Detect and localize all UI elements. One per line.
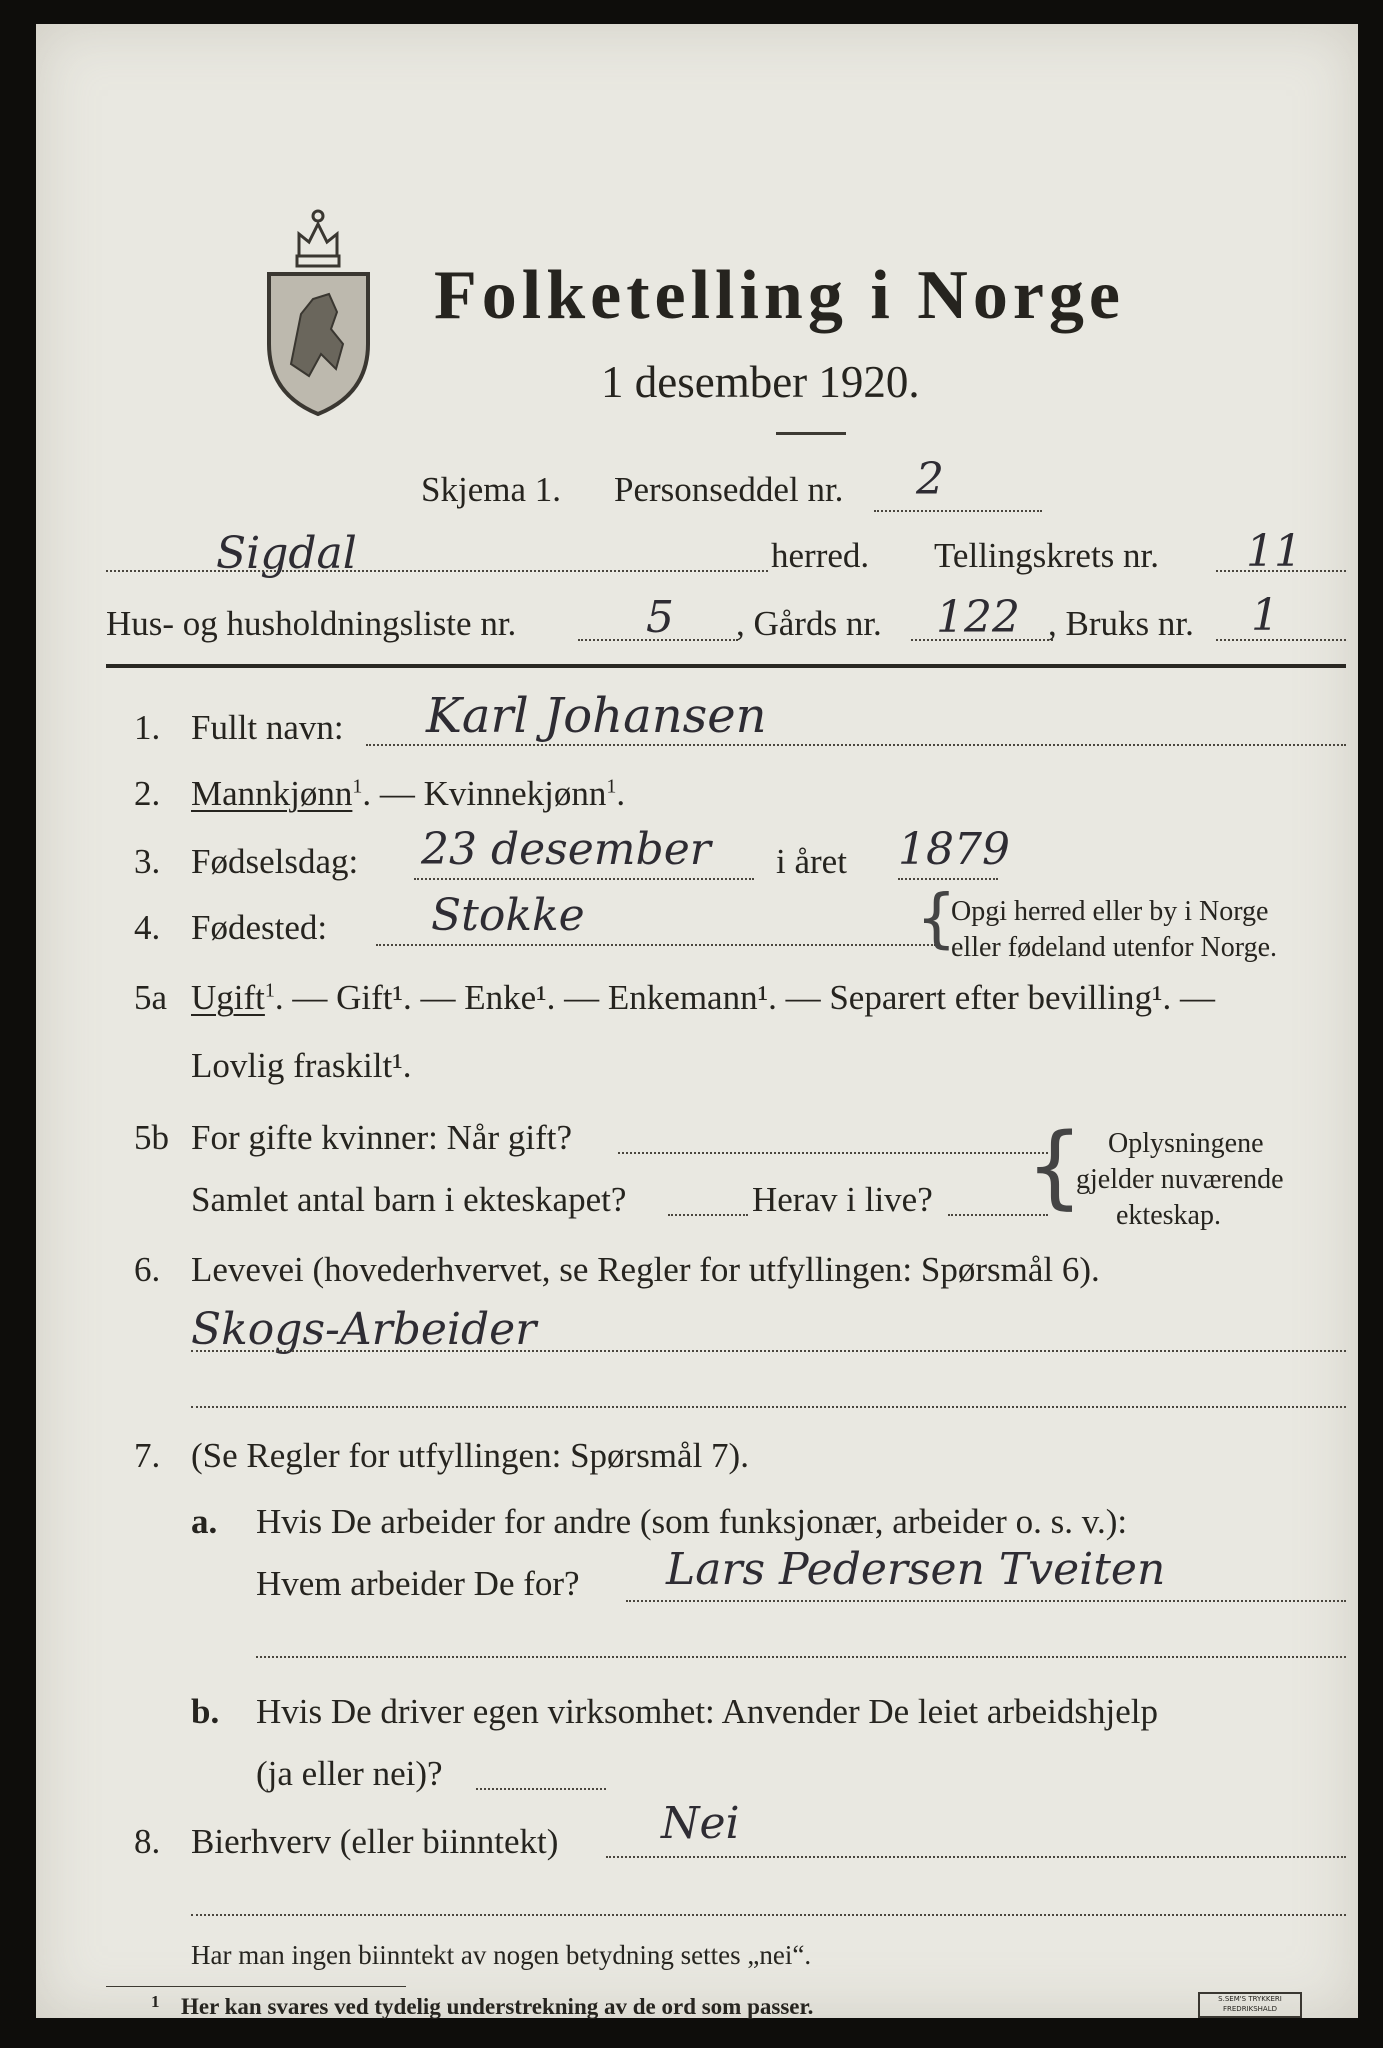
- q4-number: 4.: [134, 908, 161, 947]
- brace: {: [916, 882, 957, 956]
- q4-note-2: eller fødeland utenfor Norge.: [951, 932, 1278, 963]
- gards-label: , Gårds nr.: [736, 604, 882, 643]
- q3-label: Fødselsdag:: [191, 842, 359, 881]
- herred-value[interactable]: Sigdal: [216, 528, 357, 579]
- q5b-alive-label: Herav i live?: [752, 1180, 933, 1219]
- printer-stamp-line2: FREDRIKSHALD: [1222, 2005, 1277, 2013]
- q2-number: 2.: [134, 774, 161, 813]
- q5b-note-2: gjelder nuværende: [1076, 1164, 1284, 1195]
- form-title: Folketelling i Norge: [434, 257, 1126, 334]
- year-label: i året: [776, 842, 847, 881]
- occupation-line: [191, 1350, 1346, 1352]
- q1-label: Fullt navn:: [191, 708, 344, 747]
- marital-other-options[interactable]: . — Gift¹. — Enke¹. — Enkemann¹. — Separert efter bevilling¹. —: [274, 978, 1215, 1017]
- birthday-line: [414, 878, 754, 880]
- tellingskrets-label: Tellingskrets nr.: [934, 536, 1160, 575]
- employer-line: [626, 1600, 1346, 1602]
- gender-options: [191, 774, 625, 814]
- children-line: [668, 1214, 748, 1216]
- bruks-label: , Bruks nr.: [1048, 604, 1194, 643]
- side-income-line: [606, 1856, 1346, 1858]
- husliste-value[interactable]: 5: [646, 592, 674, 643]
- when-married-line: [618, 1152, 1048, 1154]
- census-form: [36, 24, 1358, 2018]
- q5b-number: 5b: [134, 1118, 169, 1157]
- occupation-line-2: [191, 1406, 1346, 1408]
- form-date: 1 desember 1920.: [601, 357, 920, 407]
- footnote-ref: 1: [606, 775, 617, 798]
- gards-value[interactable]: 122: [936, 592, 1020, 643]
- q4-note-1: Opgi herred eller by i Norge: [951, 896, 1269, 927]
- marital-options: [191, 978, 1215, 1018]
- birthplace-line: [376, 944, 936, 946]
- q5a-number: 5a: [134, 978, 168, 1017]
- q7-label: (Se Regler for utfyllingen: Spørsmål 7).: [191, 1436, 749, 1475]
- printer-stamp: [1198, 1992, 1302, 2018]
- personseddel-line: [874, 510, 1042, 512]
- side-income-value[interactable]: Nei: [661, 1798, 740, 1849]
- q7a-letter: a.: [191, 1502, 218, 1541]
- q5b-note-1: Oplysningene: [1108, 1128, 1264, 1159]
- birthplace-value[interactable]: Stokke: [431, 890, 585, 941]
- q5b-children-label: Samlet antal barn i ekteskapet?: [191, 1180, 627, 1219]
- full-name-value[interactable]: Karl Johansen: [426, 688, 767, 744]
- option-ugift[interactable]: Ugift: [191, 978, 265, 1017]
- year-line: [898, 878, 998, 880]
- occupation-value[interactable]: Skogs-Arbeider: [191, 1304, 537, 1355]
- q7b-line2: (ja eller nei)?: [256, 1754, 443, 1793]
- employer-line-2: [256, 1656, 1346, 1658]
- gender-separator: . —: [362, 774, 424, 813]
- personseddel-label: Personseddel nr.: [614, 470, 844, 509]
- q7-number: 7.: [134, 1436, 161, 1475]
- birthday-value[interactable]: 23 desember: [421, 824, 711, 875]
- q3-number: 3.: [134, 842, 161, 881]
- coat-of-arms-emblem: [261, 194, 376, 419]
- bruks-line: [1216, 639, 1346, 641]
- q5b-line1: For gifte kvinner: Når gift?: [191, 1118, 573, 1157]
- skjema-label: Skjema 1.: [421, 470, 561, 509]
- q7a-line2: Hvem arbeider De for?: [256, 1564, 580, 1603]
- q7b-line1: Hvis De driver egen virksomhet: Anvender De leiet arbeidshjelp: [256, 1692, 1158, 1731]
- q1-line: [366, 744, 1346, 746]
- q6-label: Levevei (hovederhvervet, se Regler for utfyllingen: Spørsmål 6).: [191, 1250, 1100, 1289]
- gender-end: .: [616, 774, 626, 813]
- footnote-ref: 1: [264, 979, 275, 1002]
- footnote-text: Her kan svares ved tydelig understrekning av de ord som passer.: [181, 1994, 814, 2019]
- q8-label: Bierhverv (eller biinntekt): [191, 1822, 559, 1861]
- birth-year-value[interactable]: 1879: [898, 824, 1010, 875]
- printer-stamp-line1: S.SEM'S TRYKKERI: [1218, 1995, 1282, 2003]
- header-separator: [106, 664, 1346, 668]
- side-income-line-2: [191, 1914, 1346, 1916]
- husliste-label: Hus- og husholdningsliste nr.: [106, 604, 517, 643]
- footnote-ref: 1: [352, 775, 363, 798]
- title-divider: [776, 432, 846, 435]
- q6-number: 6.: [134, 1250, 161, 1289]
- option-mannkjonn[interactable]: Mannkjønn: [191, 774, 353, 813]
- employer-value[interactable]: Lars Pedersen Tveiten: [666, 1544, 1166, 1595]
- footnote-mark: 1: [151, 1992, 160, 2011]
- hired-help-line: [476, 1788, 606, 1790]
- herred-line: [106, 570, 768, 572]
- q7b-letter: b.: [191, 1692, 220, 1731]
- q8-number: 8.: [134, 1822, 161, 1861]
- footnote-divider: [106, 1986, 406, 1987]
- q5b-note-3: ekteskap.: [1116, 1200, 1221, 1231]
- bruks-value[interactable]: 1: [1251, 590, 1279, 641]
- q1-number: 1.: [134, 708, 161, 747]
- q4-label: Fødested:: [191, 908, 328, 947]
- option-lovlig-fraskilt[interactable]: Lovlig fraskilt¹.: [191, 1046, 412, 1085]
- q7a-line1: Hvis De arbeider for andre (som funksjonær, arbeider o. s. v.):: [256, 1502, 1128, 1541]
- tellingskrets-value[interactable]: 11: [1246, 526, 1302, 577]
- option-kvinnekjonn[interactable]: Kvinnekjønn: [423, 774, 607, 813]
- brace: {: [1026, 1114, 1084, 1219]
- herred-label: herred.: [771, 536, 870, 575]
- personseddel-value[interactable]: 2: [916, 454, 944, 505]
- footer-note: Har man ingen biinntekt av nogen betydning settes „nei“.: [191, 1940, 812, 1970]
